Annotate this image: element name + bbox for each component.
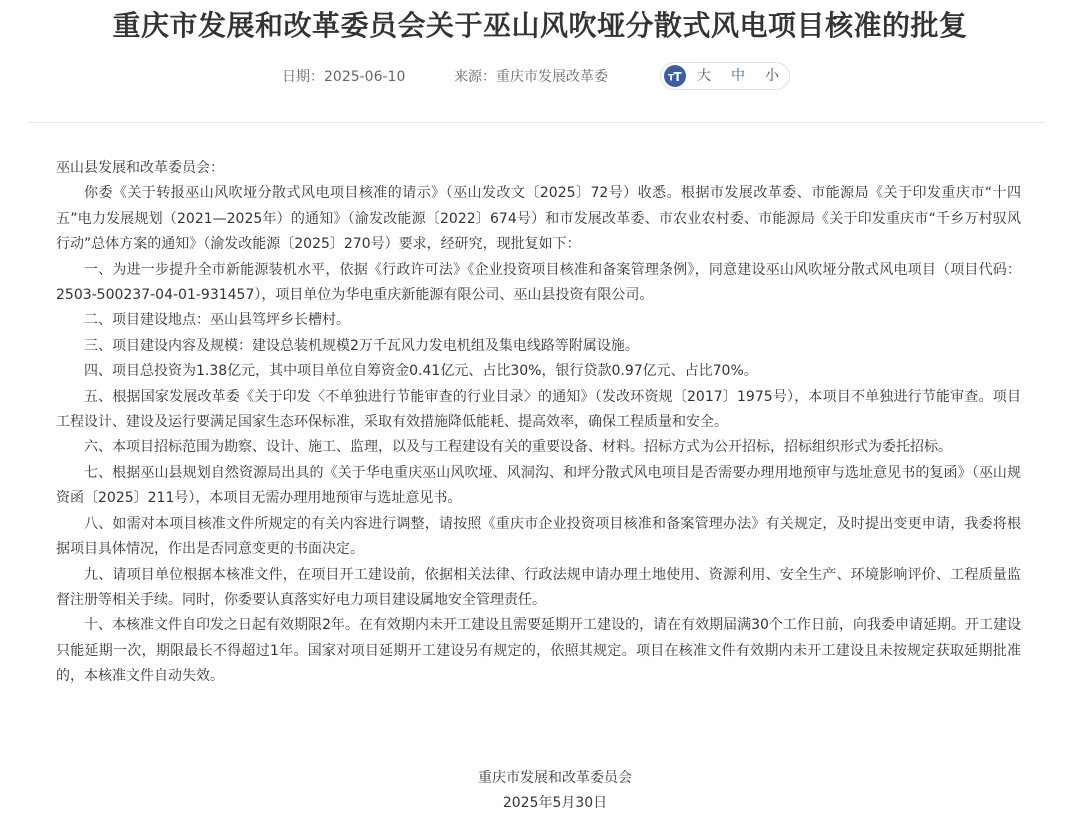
text-size-icon	[664, 65, 686, 87]
paragraph-item-9: 九、请项目单位根据本核准文件，在项目开工建设前，依据相关法律、行政法规申请办理土地使用、资源利用、安全生产、环境影响评价、工程质量监督注册等相关手续。同时，你委要认真落实好电力项目建设属地安全管理责任。	[56, 566, 1021, 608]
article-body	[56, 156, 1021, 690]
font-small-button[interactable]: 小	[765, 68, 779, 84]
paragraph-item-1: 一、为进一步提升全市新能源装机水平，依据《行政许可法》《企业投资项目核准和备案管理条例》，同意建设巫山风吹垭分散式风电项目（项目代码：2503-500237-04-01-931457），项目单位为华电重庆新能源有限公司、巫山县投资有限公司。	[56, 261, 1021, 304]
paragraph-item-5: 五、根据国家发展改革委《关于印发〈不单独进行节能审查的行业目录〉的通知》（发改环资规〔2017〕1975号），本项目不单独进行节能审查。项目工程设计、建设及运行要满足国家生态环保标准，采取有效措施降低能耗、提高效率，确保工程质量和安全。	[56, 388, 1021, 431]
article-meta	[0, 62, 1080, 92]
article-source: 来源：重庆市发展改革委	[454, 69, 608, 85]
font-size-switch	[660, 62, 790, 90]
paragraph-item-7: 七、根据巫山县规划自然资源局出具的《关于华电重庆巫山风吹垭、风洞沟、和坪分散式风电项目是否需要办理用地预审与选址意见书的复函》（巫山规资函〔2025〕211号），本项目无需办理用地预审与选址意见书。	[56, 464, 1021, 507]
page-title: 重庆市发展和改革委员会关于巫山风吹垭分散式风电项目核准的批复	[112, 9, 968, 42]
header-divider	[28, 122, 1045, 123]
paragraph-item-6: 六、本项目招标范围为勘察、设计、施工、监理，以及与工程建设有关的重要设备、材料。招标方式为公开招标，招标组织形式为委托招标。	[84, 439, 952, 456]
publish-date: 日期：2025-06-10	[282, 69, 406, 85]
paragraph-item-2: 二、项目建设地点：巫山县笃坪乡长槽村。	[84, 312, 350, 329]
signature-date: 2025年5月30日	[502, 795, 608, 811]
paragraph-item-10: 十、本核准文件自印发之日起有效期限2年。在有效期内未开工建设且需要延期开工建设的，请在有效期届满30个工作日前，向我委申请延期。开工建设只能延期一次，期限最长不得超过1年。国家对项目延期开工建设另有规定的，依照其规定。项目在核准文件有效期内未开工建设且未按规定获取延期批准的，本核准文件自动失效。	[56, 617, 1021, 685]
svg-text:T: T	[668, 73, 675, 84]
paragraph-item-3: 三、项目建设内容及规模：建设总装机规模2万千瓦风力发电机组及集电线路等附属设施。	[84, 337, 639, 354]
signature-organization: 重庆市发展和改革委员会	[478, 770, 632, 786]
paragraph-intro: 你委《关于转报巫山风吹垭分散式风电项目核准的请示》（巫山发改文〔2025〕72号）收悉。根据市发展改革委、市能源局《关于印发重庆市“十四五”电力发展规划（2021—2025年）的通知》（渝发改能源〔2022〕674号）和市发展改革委、市农业农村委、市能源局《关于印发重庆市“千乡万村驭风行动”总体方案的通知》（渝发改能源〔2025〕270号）要求，经研究，现批复如下：	[56, 185, 1021, 253]
font-large-button[interactable]: 大	[697, 68, 711, 84]
signature-block	[0, 766, 1080, 816]
svg-text:T: T	[673, 70, 682, 84]
paragraph-item-8: 八、如需对本项目核准文件所规定的有关内容进行调整，请按照《重庆市企业投资项目核准和备案管理办法》有关规定，及时提出变更申请，我委将根据项目具体情况，作出是否同意变更的书面决定。	[56, 515, 1021, 558]
font-medium-button[interactable]: 中	[731, 68, 745, 84]
salutation: 巫山县发展和改革委员会：	[56, 160, 224, 176]
paragraph-item-4: 四、项目总投资为1.38亿元，其中项目单位自筹资金0.41亿元、占比30%，银行贷款0.97亿元、占比70%。	[84, 363, 758, 380]
